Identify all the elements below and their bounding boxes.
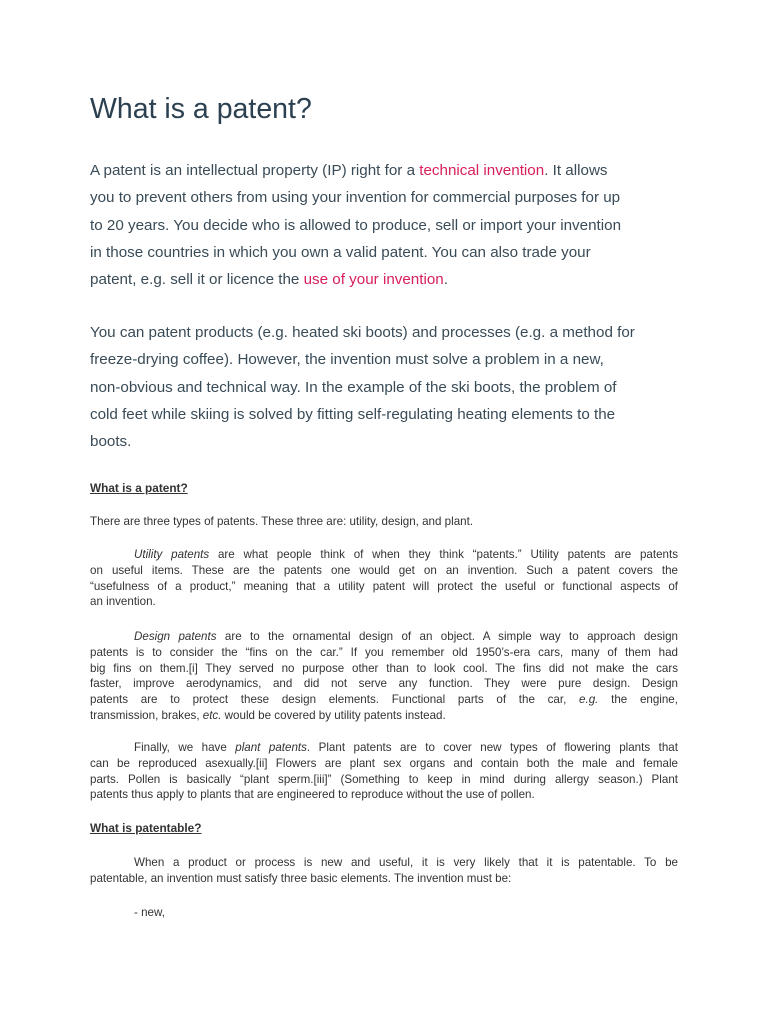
intro-line: non-obvious and technical way. In the example of the ski boots, the problem of: [90, 378, 617, 396]
intro-paragraph-1: [90, 157, 690, 293]
text-segment: are to the ornamental design of an object. A simple way to approach design: [216, 630, 678, 643]
doc-line: big fins on them.[i] They served no purpose other than to look cool. The fins did not make the cars: [90, 661, 678, 675]
criteria-list: [90, 905, 678, 921]
text-segment: etc.: [202, 708, 222, 722]
section-heading-patentable: What is patentable?: [90, 821, 202, 835]
doc-line: on useful items. These are the patents one would get on an invention. Such a patent covers the: [90, 563, 678, 577]
intro-paragraph-2: [90, 319, 690, 455]
doc-line: faster, improve aerodynamics, and did not serve any function. They were pure design. Design: [90, 677, 678, 691]
doc-line: [90, 692, 678, 708]
section-heading-what-is-patent: What is a patent?: [90, 481, 188, 495]
design-paragraph: [90, 629, 678, 724]
text-segment: When a product or process is new and useful, it is very likely that it is patentable. To be: [134, 856, 678, 869]
text-segment: transmission, brakes,: [90, 708, 203, 722]
intro-line: cold feet while skiing is solved by fitting self-regulating heating elements to the: [90, 405, 616, 423]
text-segment: patents are to protect these design elements. Functional parts of the car,: [90, 693, 580, 707]
text-segment: - new,: [134, 906, 165, 919]
text-segment: e.g.: [579, 693, 599, 707]
doc-line: “usefulness of a product,” meaning that a utility patent will protect the useful or functional aspects of: [90, 579, 678, 593]
intro-line: [90, 266, 690, 293]
doc-line: patents thus apply to plants that are engineered to reproduce without the use of pollen.: [90, 788, 535, 802]
text-segment: would be covered by utility patents instead.: [221, 708, 446, 722]
intro-line: to 20 years. You decide who is allowed to produce, sell or import your invention: [90, 216, 622, 234]
intro-line: [90, 157, 690, 184]
doc-line: [90, 740, 678, 756]
text-segment: patent, e.g. sell it or licence the: [90, 271, 304, 289]
doc-line: patentable, an invention must satisfy three basic elements. The invention must be:: [90, 871, 512, 885]
doc-line: [90, 855, 678, 871]
intro-line: freeze-drying coffee). However, the invention must solve a problem in a new,: [90, 351, 604, 369]
utility-term: Utility patents: [134, 548, 210, 561]
design-term: Design patents: [134, 630, 217, 643]
doc-line: an invention.: [90, 595, 156, 609]
intro-line: boots.: [90, 433, 132, 451]
utility-paragraph: [90, 547, 678, 610]
text-segment: are what people think of when they think “patents.” Utility patents are patents: [209, 548, 678, 561]
intro-line: in those countries in which you own a valid patent. You can also trade your: [90, 243, 591, 261]
doc-line: parts. Pollen is basically “plant sperm.[iii]” (Something to keep in mind during allergy season.) Plant: [90, 772, 678, 786]
text-segment: A patent is an intellectual property (IP) right for a: [90, 162, 420, 179]
intro-line: you to prevent others from using your invention for commercial purposes for up: [90, 189, 621, 207]
doc-line: [90, 708, 678, 724]
page-title: What is a patent?: [90, 93, 312, 125]
patentable-paragraph: [90, 855, 678, 887]
technical-invention-link[interactable]: technical invention: [419, 162, 545, 179]
types-paragraph: [90, 514, 678, 530]
list-item: [90, 905, 678, 921]
text-segment: .: [443, 271, 448, 289]
intro-line: You can patent products (e.g. heated ski boots) and processes (e.g. a method for: [90, 324, 635, 341]
text-segment: . It allows: [544, 162, 608, 179]
text-segment: Finally, we have: [134, 741, 236, 754]
doc-line: There are three types of patents. These three are: utility, design, and plant.: [90, 515, 474, 528]
doc-line: patents is to consider the “fins on the car.” If you remember old 1950’s-era cars, many of them had: [90, 645, 678, 659]
plant-term: plant patents: [235, 741, 307, 754]
plant-paragraph: [90, 740, 678, 803]
text-segment: the engine,: [598, 693, 678, 707]
use-of-invention-link[interactable]: use of your invention: [303, 271, 444, 289]
doc-line: [90, 629, 678, 645]
doc-line: [90, 547, 678, 563]
doc-line: can be reproduced asexually.[ii] Flowers are plant sex organs and contain both the male and female: [90, 756, 678, 770]
text-segment: . Plant patents are to cover new types of flowering plants that: [306, 741, 678, 754]
